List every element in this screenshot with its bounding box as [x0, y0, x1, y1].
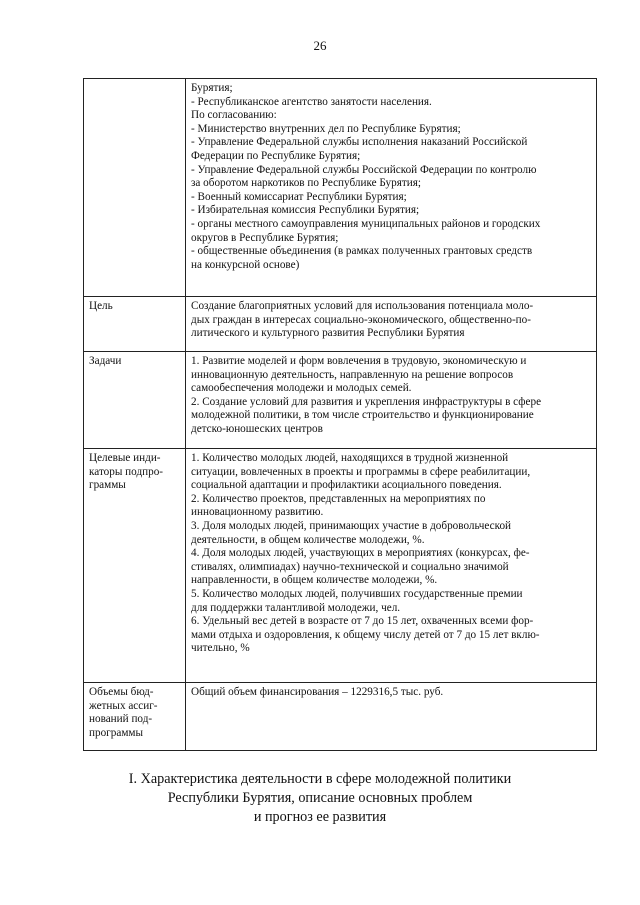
row-content-line: - Министерство внутренних дел по Республике Бурятия;: [191, 122, 461, 135]
row-content-line: 5. Количество молодых людей, получивших государственные премии: [191, 587, 523, 600]
row-label-cell: [84, 297, 186, 352]
row-label-line: Объемы бюд-: [89, 686, 154, 698]
row-content-line: социальной адаптации и профилактики асоциального поведения.: [191, 479, 502, 492]
row-content-line: 1. Количество молодых людей, находящихся в трудной жизненной: [191, 452, 509, 464]
row-label-line: жетных ассиг-: [89, 699, 158, 712]
row-content-cell: [186, 79, 597, 297]
row-content-line: 6. Удельный вес детей в возрасте от 7 до 15 лет, охваченных всеми фор-: [191, 615, 534, 628]
row-content-line: детско-юношеских центров: [191, 422, 323, 435]
row-content-line: - Избирательная комиссия Республики Бурятия;: [191, 204, 420, 217]
row-content-line: Федерации по Республике Бурятия;: [191, 149, 361, 162]
row-content-line: округов в Республике Бурятия;: [191, 231, 339, 244]
page-number: 26: [313, 38, 327, 53]
row-content-line: - Военный комиссариат Республики Бурятия;: [191, 190, 407, 203]
row-label-cell: [84, 449, 186, 683]
row-label-line: Цель: [89, 300, 113, 312]
row-content-line: 4. Доля молодых людей, участвующих в мероприятиях (конкурсах, фе-: [191, 547, 530, 560]
table-row-goal: [84, 297, 597, 352]
row-label-line: граммы: [89, 479, 126, 492]
row-content-line: чительно, %: [191, 642, 250, 655]
table-row-tasks: [84, 352, 597, 449]
row-content-line: 3. Доля молодых людей, принимающих участие в добровольческой: [191, 519, 512, 532]
row-content-line: Создание благоприятных условий для использования потенциала моло-: [191, 300, 534, 312]
row-content-line: стивалях, олимпиадах) научно-технической и социально значимой: [191, 560, 509, 573]
section-heading: [0, 770, 640, 827]
row-content-line: - органы местного самоуправления муниципальных районов и городских: [191, 217, 541, 230]
row-content-line: - Республиканское агентство занятости населения.: [191, 95, 432, 108]
row-label-line: Целевые инди-: [89, 452, 161, 464]
section-heading-line: и прогноз ее развития: [253, 809, 387, 825]
passport-table-body: [84, 79, 597, 751]
row-content-line: По согласованию:: [191, 109, 277, 122]
row-label-line: программы: [89, 726, 143, 739]
row-content-line: - Управление Федеральной службы исполнения наказаний Российской: [191, 136, 528, 149]
row-content-line: на конкурсной основе): [191, 258, 300, 271]
row-content-cell: [186, 352, 597, 449]
row-content-cell: [186, 683, 597, 751]
row-content-line: ситуации, вовлеченных в проекты и программы в сфере реабилитации,: [191, 465, 531, 478]
table-row-budget-allocations: [84, 683, 597, 751]
section-heading-line: I. Характеристика деятельности в сфере молодежной политики: [128, 771, 512, 787]
row-content-line: Общий объем финансирования – 1229316,5 тыс. руб.: [191, 686, 444, 698]
row-content-cell: [186, 297, 597, 352]
row-content-line: инновационную деятельность, направленную на решение вопросов: [191, 368, 514, 381]
row-content-line: мами отдыха и оздоровления, к общему числу детей от 7 до 15 лет вклю-: [191, 628, 540, 641]
row-content-line: инновационному развитию.: [191, 506, 324, 519]
section-heading-line: Республики Бурятия, описание основных проблем: [167, 790, 473, 806]
row-content-line: за оборотом наркотиков по Республике Бурятия;: [191, 177, 421, 190]
row-content-line: для поддержки талантливой молодежи, чел.: [191, 601, 401, 614]
table-row-target-indicators: [84, 449, 597, 683]
row-content-cell: [186, 449, 597, 683]
row-content-line: деятельности, в общем количестве молодежи, %.: [191, 533, 425, 546]
row-content-line: 1. Развитие моделей и форм вовлечения в трудовую, экономическую и: [191, 355, 527, 367]
table-row-participants-continued: [84, 79, 597, 297]
row-content-line: - общественные объединения (в рамках полученных грантовых средств: [191, 245, 533, 258]
row-content-line: 2. Создание условий для развития и укрепления инфраструктуры в сфере: [191, 395, 542, 408]
row-content-line: литического и культурного развития Республики Бурятия: [191, 327, 465, 340]
row-label-line: каторы подпро-: [89, 465, 164, 478]
row-label-line: нований под-: [89, 713, 153, 726]
row-content-line: 2. Количество проектов, представленных на мероприятиях по: [191, 492, 486, 505]
row-content-line: дых граждан в интересах социально-экономического, общественно-по-: [191, 313, 531, 326]
row-label-cell: [84, 352, 186, 449]
row-content-line: направленности, в общем количестве молодежи, %.: [191, 574, 438, 587]
row-content-line: - Управление Федеральной службы Российской Федерации по контролю: [191, 163, 537, 176]
subprogram-passport-table: [83, 78, 597, 751]
row-content-line: самообеспечения молодежи и молодых семей.: [191, 382, 412, 395]
row-label-cell: [84, 79, 186, 297]
row-content-line: молодежной политики, в том числе строительство и функционирование: [191, 409, 534, 422]
row-label-cell: [84, 683, 186, 751]
row-label-line: Задачи: [89, 355, 122, 367]
row-content-line: Бурятия;: [191, 82, 233, 94]
